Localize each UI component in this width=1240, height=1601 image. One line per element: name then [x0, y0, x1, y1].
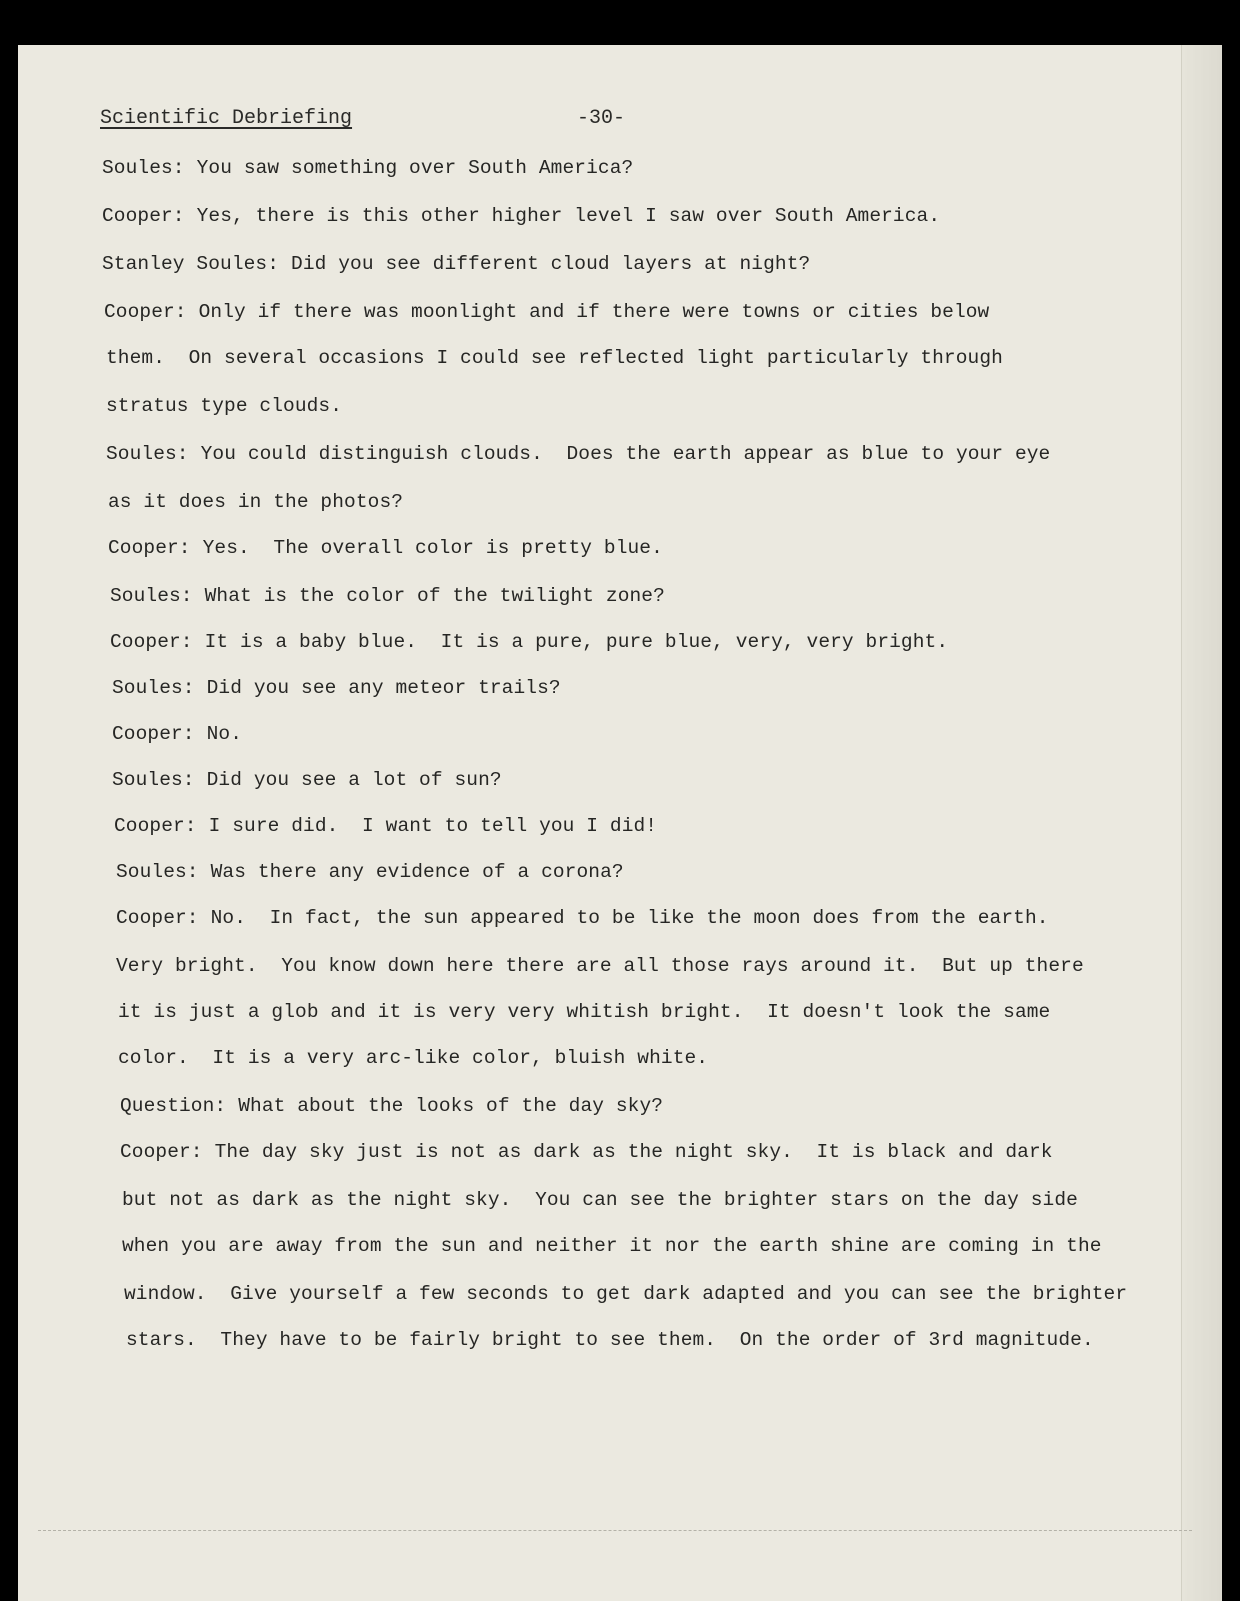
- speaker-label: Cooper:: [114, 815, 197, 837]
- line-text: I sure did. I want to tell you I did!: [208, 815, 658, 837]
- transcript-line: [108, 491, 403, 513]
- speaker-label: Soules:: [106, 443, 189, 465]
- page-bottom-rule: [38, 1530, 1192, 1531]
- speaker-label: Cooper:: [112, 723, 195, 745]
- line-text: stratus type clouds.: [106, 395, 343, 417]
- transcript-line: [102, 157, 633, 179]
- transcript-line: [112, 723, 242, 745]
- transcript-line: [120, 1095, 663, 1117]
- transcript-line: [106, 347, 1003, 369]
- speaker-label: Soules:: [112, 769, 195, 791]
- line-text: it is just a glob and it is very very whitish bright. It doesn't look the same: [118, 1001, 1051, 1023]
- transcript-line: [106, 395, 342, 417]
- transcript-line: [116, 861, 624, 883]
- transcript-line: [112, 769, 502, 791]
- page-number: -30-: [577, 107, 626, 130]
- transcript-line: [102, 253, 810, 275]
- transcript-line: [116, 907, 1049, 929]
- speaker-label: Soules:: [110, 585, 193, 607]
- speaker-label: Cooper:: [104, 301, 187, 323]
- line-text: Did you see different cloud layers at night?: [291, 253, 811, 275]
- transcript-line: [118, 1001, 1050, 1023]
- line-text: as it does in the photos?: [108, 491, 404, 513]
- line-text: No.: [206, 723, 243, 745]
- transcript-line: [122, 1235, 1102, 1257]
- document-title: Scientific Debriefing: [100, 107, 353, 130]
- document-page: [18, 45, 1222, 1601]
- speaker-label: Cooper:: [120, 1141, 203, 1163]
- speaker-label: Cooper:: [108, 537, 191, 559]
- speaker-label: Soules:: [112, 677, 195, 699]
- line-text: You could distinguish clouds. Does the earth appear as blue to your eye: [200, 443, 1051, 465]
- transcript-line: [124, 1283, 1127, 1305]
- transcript-line: [110, 585, 665, 607]
- line-text: You saw something over South America?: [196, 157, 634, 179]
- transcript-line: [120, 1141, 1053, 1163]
- speaker-label: Cooper:: [116, 907, 199, 929]
- line-text: The day sky just is not as dark as the night sky. It is black and dark: [214, 1141, 1053, 1163]
- line-text: Did you see any meteor trails?: [206, 677, 561, 699]
- transcript-line: [112, 677, 561, 699]
- line-text: but not as dark as the night sky. You can see the brighter stars on the day side: [122, 1189, 1078, 1211]
- transcript-line: [118, 1047, 708, 1069]
- transcript-line: [104, 301, 989, 323]
- transcript-line: [110, 631, 948, 653]
- line-text: stars. They have to be fairly bright to see them. On the order of 3rd magnitude.: [126, 1329, 1094, 1351]
- line-text: Yes, there is this other higher level I saw over South America.: [196, 205, 941, 227]
- transcript-line: [126, 1329, 1094, 1351]
- line-text: them. On several occasions I could see reflected light particularly through: [106, 347, 1003, 369]
- transcript-line: [108, 537, 663, 559]
- line-text: Only if there was moonlight and if there were towns or cities below: [198, 301, 990, 323]
- line-text: No. In fact, the sun appeared to be like the moon does from the earth.: [210, 907, 1049, 929]
- page-header: [100, 107, 1000, 137]
- line-text: What is the color of the twilight zone?: [204, 585, 665, 607]
- page-edge-shadow: [1181, 45, 1222, 1601]
- speaker-label: Question:: [120, 1095, 227, 1117]
- transcript-line: [102, 205, 940, 227]
- speaker-label: Soules:: [116, 861, 199, 883]
- line-text: window. Give yourself a few seconds to get dark adapted and you can see the brighter: [124, 1283, 1128, 1305]
- speaker-label: Stanley Soules:: [102, 253, 280, 275]
- transcript-line: [116, 955, 1084, 977]
- line-text: Did you see a lot of sun?: [206, 769, 502, 791]
- line-text: Was there any evidence of a corona?: [210, 861, 624, 883]
- line-text: It is a baby blue. It is a pure, pure blue, very, very bright.: [204, 631, 949, 653]
- line-text: Yes. The overall color is pretty blue.: [202, 537, 663, 559]
- speaker-label: Soules:: [102, 157, 185, 179]
- line-text: Very bright. You know down here there are all those rays around it. But up there: [116, 955, 1084, 977]
- transcript-line: [122, 1189, 1078, 1211]
- transcript-line: [114, 815, 657, 837]
- line-text: What about the looks of the day sky?: [238, 1095, 664, 1117]
- line-text: color. It is a very arc-like color, bluish white.: [118, 1047, 709, 1069]
- transcript-line: [106, 443, 1050, 465]
- speaker-label: Cooper:: [102, 205, 185, 227]
- speaker-label: Cooper:: [110, 631, 193, 653]
- line-text: when you are away from the sun and neither it nor the earth shine are coming in the: [122, 1235, 1102, 1257]
